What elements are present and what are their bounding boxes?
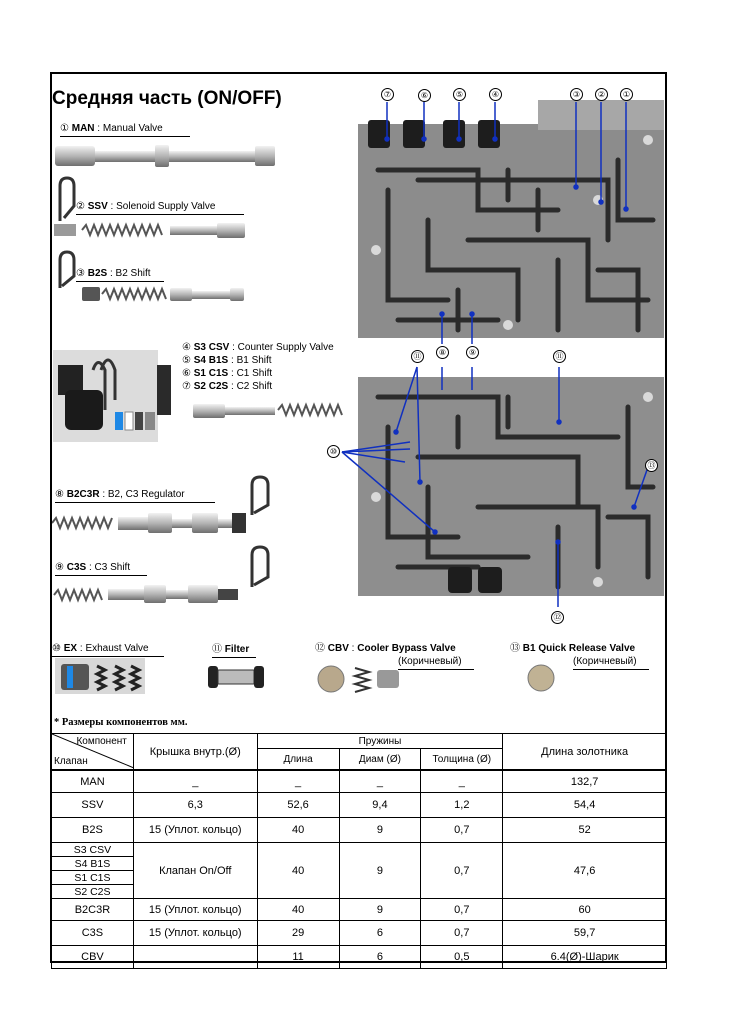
callout-10: ⑩ — [327, 445, 340, 458]
cell-diam: 9 — [339, 818, 421, 843]
label-ssv: ② SSV : Solenoid Supply Valve — [76, 201, 244, 215]
cell-diam: 6 — [339, 921, 421, 946]
cell-diam: 9 — [339, 899, 421, 921]
cell-valve: S3 CSV — [52, 843, 134, 857]
cell-cover: _ — [133, 946, 257, 969]
label-s1c1s: ⑥ S1 C1S : C1 Shift — [182, 368, 273, 379]
table-row — [52, 818, 667, 843]
cell-spool: 132,7 — [503, 770, 667, 793]
cell-length: _ — [257, 770, 339, 793]
cell-thick: 0,7 — [421, 818, 503, 843]
cell-cover: 15 (Уплот. кольцо) — [133, 818, 257, 843]
cell-valve: CBV — [52, 946, 134, 969]
label-c3s: ⑨ C3S : C3 Shift — [55, 562, 147, 576]
label-s2c2s: ⑦ S2 C2S : C2 Shift — [182, 381, 273, 392]
header-valve: Клапан — [54, 756, 88, 767]
header-component: Компонент — [76, 736, 127, 747]
cbv-image — [315, 662, 405, 696]
callout-9: ⑨ — [466, 346, 479, 359]
label-s3csv: ④ S3 CSV : Counter Supply Valve — [182, 342, 334, 353]
cell-valve: S1 C1S — [52, 871, 134, 885]
solenoid-valves-image — [53, 350, 345, 442]
cell-cover: _ — [133, 770, 257, 793]
cell-diam: 9 — [339, 843, 421, 899]
cell-valve: B2S — [52, 818, 134, 843]
dimensions-note: * Размеры компонентов мм. — [54, 717, 188, 728]
cell-length: 52,6 — [257, 793, 339, 818]
cell-length: 40 — [257, 818, 339, 843]
cell-length: 11 — [257, 946, 339, 969]
label-cbv-color: (Коричневый) — [398, 656, 474, 670]
header-diagonal-cell — [52, 734, 134, 771]
callout-4: ④ — [489, 88, 502, 101]
header-cover: Крышка внутр.(Ø) — [133, 734, 257, 771]
callout-8: ⑧ — [436, 346, 449, 359]
table-row — [52, 843, 667, 857]
cell-valve: SSV — [52, 793, 134, 818]
callout-11-right: ⑪ — [553, 350, 566, 363]
ssv-image — [52, 176, 252, 246]
cell-cover: Клапан On/Off — [133, 843, 257, 899]
header-springs: Пружины — [257, 734, 503, 749]
callout-7: ⑦ — [381, 88, 394, 101]
cell-thick: 1,2 — [421, 793, 503, 818]
callout-1: ① — [620, 88, 633, 101]
cell-spool: 6.4(Ø)-Шарик — [503, 946, 667, 969]
filter-image — [206, 660, 266, 694]
label-b2s: ③ B2S : B2 Shift — [76, 268, 164, 282]
callout-11-left: ⑪ — [411, 350, 424, 363]
table-row — [52, 946, 667, 969]
callout-6: ⑥ — [418, 89, 431, 102]
callout-3: ③ — [570, 88, 583, 101]
table-row — [52, 899, 667, 921]
cell-spool: 47,6 — [503, 843, 667, 899]
b2c3r-image — [52, 475, 282, 535]
callout-2: ② — [595, 88, 608, 101]
table-row — [52, 770, 667, 793]
cell-valve: C3S — [52, 921, 134, 946]
cell-length: 40 — [257, 843, 339, 899]
callout-5: ⑤ — [453, 88, 466, 101]
cell-thick: 0,7 — [421, 899, 503, 921]
dimensions-table — [51, 733, 667, 969]
cell-diam: 6 — [339, 946, 421, 969]
cell-spool: 60 — [503, 899, 667, 921]
exhaust-valve-image — [55, 658, 145, 694]
cell-cover: 6,3 — [133, 793, 257, 818]
cell-valve: MAN — [52, 770, 134, 793]
table-row — [52, 921, 667, 946]
cell-diam: 9,4 — [339, 793, 421, 818]
label-filter: ⑪ Filter — [212, 644, 256, 658]
cell-diam: _ — [339, 770, 421, 793]
label-b2c3r: ⑧ B2C3R : B2, C3 Regulator — [55, 489, 215, 503]
cell-spool: 52 — [503, 818, 667, 843]
cell-cover: 15 (Уплот. кольцо) — [133, 899, 257, 921]
label-b1qrv: ⑬ B1 Quick Release Valve — [510, 643, 636, 654]
callout-arrows — [330, 82, 670, 622]
cell-length: 40 — [257, 899, 339, 921]
header-spring-thickness: Толщина (Ø) — [421, 749, 503, 771]
callout-13: ⑬ — [645, 459, 658, 472]
cell-valve: S2 C2S — [52, 885, 134, 899]
b2s-image — [52, 250, 252, 308]
cell-thick: 0,7 — [421, 843, 503, 899]
cell-thick: 0,7 — [421, 921, 503, 946]
cell-valve: B2C3R — [52, 899, 134, 921]
cell-spool: 59,7 — [503, 921, 667, 946]
table-row — [52, 793, 667, 818]
page-title: Средняя часть (ON/OFF) — [52, 88, 282, 109]
label-cbv: ⑫ CBV : Cooler Bypass Valve — [315, 643, 456, 654]
header-spool-length: Длина золотника — [503, 734, 667, 771]
cell-length: 29 — [257, 921, 339, 946]
cell-valve: S4 B1S — [52, 857, 134, 871]
header-spring-length: Длина — [257, 749, 339, 771]
label-man: ① MAN : Manual Valve — [60, 123, 190, 137]
b1-quick-release-valve-image — [525, 662, 557, 694]
callout-12: ⑫ — [551, 611, 564, 624]
cell-spool: 54,4 — [503, 793, 667, 818]
label-s4b1s: ⑤ S4 B1S : B1 Shift — [182, 355, 272, 366]
label-b1qrv-color: (Коричневый) — [573, 656, 649, 670]
cell-thick: _ — [421, 770, 503, 793]
header-spring-diam: Диам (Ø) — [339, 749, 421, 771]
cell-cover: 15 (Уплот. кольцо) — [133, 921, 257, 946]
label-ex: ⑩ EX : Exhaust Valve — [52, 643, 164, 657]
manual-valve-image — [55, 140, 277, 176]
c3s-image — [52, 545, 282, 605]
cell-thick: 0,5 — [421, 946, 503, 969]
